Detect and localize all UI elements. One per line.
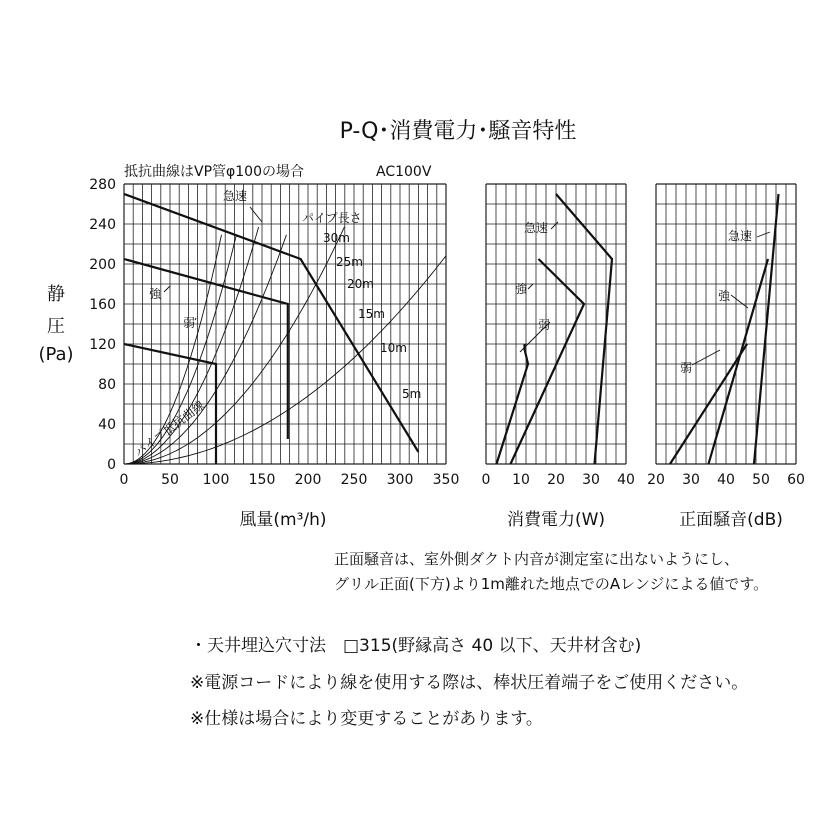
noise-chart xyxy=(647,184,805,530)
x-tick-label: 10 xyxy=(512,472,530,488)
footnote-spec-change: ※仕様は場合により変更することがあります。 xyxy=(190,709,543,729)
pipe-curve-20m xyxy=(124,227,259,464)
x-tick-label: 0 xyxy=(119,472,129,488)
x-tick-label: 30 xyxy=(582,472,600,488)
pipe-curve-label: 20m xyxy=(347,277,374,291)
x-tick-label: 40 xyxy=(717,472,735,488)
y-tick-label: 40 xyxy=(98,417,116,433)
pipe-curve-25m xyxy=(124,235,236,464)
voltage-label: AC100V xyxy=(376,164,432,180)
footnote-power-cord: ※電源コードにより線を使用する際は、棒状圧着端子をご使用ください。 xyxy=(190,673,749,693)
y-tick-label: 240 xyxy=(89,217,116,233)
y-label-static: 静 xyxy=(47,284,65,305)
noise-note-line-1: 正面騒音は、室外側ダクト内音が測定室に出ないようにし、 xyxy=(334,550,740,568)
x-tick-label: 50 xyxy=(752,472,770,488)
series-label: 急速 xyxy=(523,221,549,235)
x-tick-label: 300 xyxy=(386,472,414,488)
pipe-curve-label: 5m xyxy=(402,387,422,401)
series-leader xyxy=(195,318,196,320)
x-tick-label: 60 xyxy=(787,472,805,488)
x-tick-label: 250 xyxy=(340,472,368,488)
series-label: 弱 xyxy=(679,361,693,375)
series-label: 強 xyxy=(514,282,528,296)
series-power-0 xyxy=(556,194,612,464)
footnote-ceiling-opening: ・天井埋込穴寸法 □315(野縁高さ 40 以下、天井材含む) xyxy=(190,636,642,656)
x-tick-label: 40 xyxy=(617,472,635,488)
y-label-pressure: 圧 xyxy=(47,316,65,337)
x-tick-label: 100 xyxy=(202,472,230,488)
x-tick-label: 0 xyxy=(481,472,491,488)
pq-chart xyxy=(89,177,459,530)
figure-title: P-Q･消費電力･騒音特性 xyxy=(339,119,577,144)
series-leader xyxy=(164,286,170,292)
x-axis-label: 消費電力(W) xyxy=(506,510,606,530)
series-leader xyxy=(551,222,558,229)
series-label: 弱 xyxy=(182,316,196,330)
series-label: 急速 xyxy=(222,189,248,203)
x-tick-label: 20 xyxy=(647,472,665,488)
power-chart xyxy=(482,184,635,530)
y-tick-label: 160 xyxy=(89,297,116,313)
series-leader xyxy=(757,232,770,237)
y-tick-label: 280 xyxy=(89,177,116,193)
x-tick-label: 350 xyxy=(432,472,460,488)
y-tick-label: 120 xyxy=(89,337,116,353)
x-tick-label: 20 xyxy=(547,472,565,488)
y-tick-label: 200 xyxy=(89,257,116,273)
x-axis-label: 正面騒音(dB) xyxy=(679,510,783,530)
series-label: 弱 xyxy=(537,318,551,332)
pipe-length-title: パイプ長さ xyxy=(302,211,362,225)
pipe-curve-label: 30m xyxy=(323,231,350,245)
pipe-resistance-label: パイプ抵抗曲線 xyxy=(131,398,208,460)
x-tick-label: 30 xyxy=(682,472,700,488)
pipe-curve-label: 25m xyxy=(336,255,363,269)
series-label: 強 xyxy=(717,289,731,303)
series-label: 強 xyxy=(148,287,162,301)
series-leader xyxy=(731,295,748,308)
resistance-note: 抵抗曲線はVP管φ100の場合 xyxy=(124,164,304,180)
series-leader xyxy=(250,207,262,222)
y-tick-label: 80 xyxy=(98,377,116,393)
x-axis-label: 風量(m³/h) xyxy=(239,510,327,530)
pipe-curve-label: 15m xyxy=(358,307,385,321)
noise-note-line-2: グリル正面(下方)より1m離れた地点でのAレンジによる値です。 xyxy=(334,575,769,593)
y-tick-label: 0 xyxy=(107,457,116,473)
y-label-unit: (Pa) xyxy=(38,344,74,365)
x-tick-label: 150 xyxy=(248,472,276,488)
x-tick-label: 50 xyxy=(161,472,179,488)
pipe-curve-label: 10m xyxy=(380,341,407,355)
series-leader xyxy=(528,284,533,289)
series-label: 急速 xyxy=(727,229,753,243)
x-tick-label: 200 xyxy=(294,472,322,488)
